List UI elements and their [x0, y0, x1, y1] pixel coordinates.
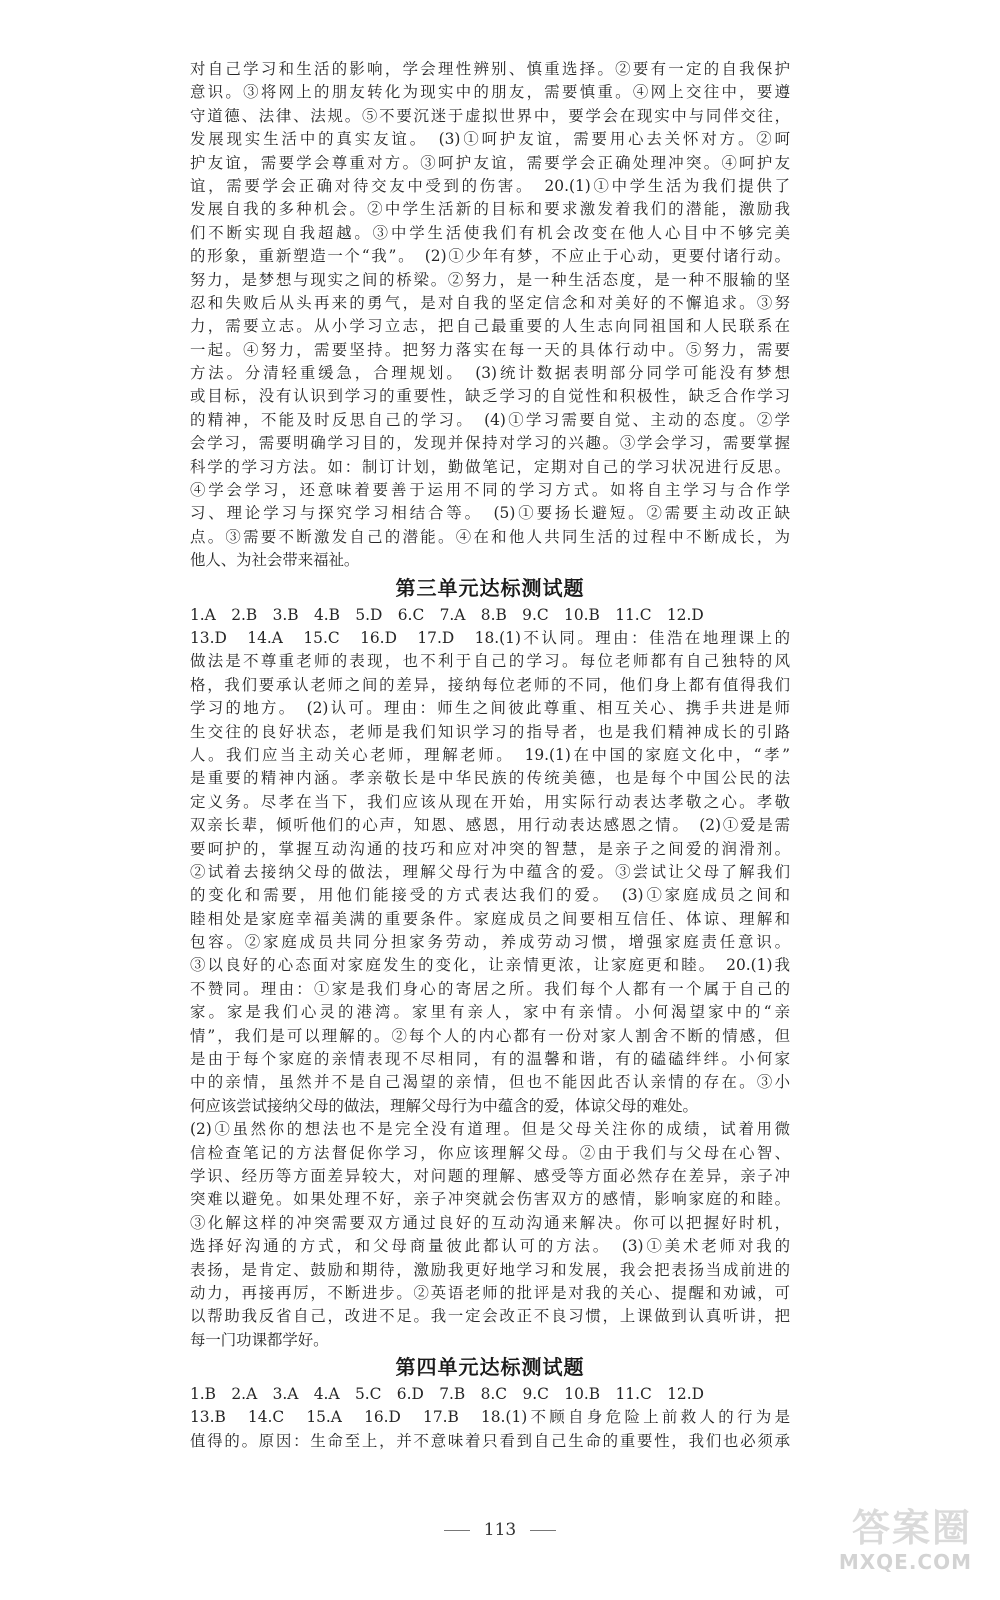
text-line: 13.B 14.C 15.A 16.D 17.B 18.(1)不顾自身危险上前救人的行为是 [190, 1408, 790, 1427]
text-line: 的形象，重新塑造一个“我”。 (2)①少年有梦，不应止于心动，更要付诸行动。 [190, 247, 790, 266]
text-line: 1.B 2.A 3.A 4.A 5.C 6.D 7.B 8.C 9.C 10.B 11.C 12.D [190, 1385, 704, 1404]
text-line: 信检查笔记的方法督促你学习，你应该理解父母。②由于我们与父母在心智、 [190, 1143, 790, 1162]
text-line: 家。家是我们心灵的港湾。家里有亲人，家中有亲情。小何渴望家中的“亲 [190, 1003, 790, 1022]
text-line: 睦相处是家庭幸福美满的重要条件。家庭成员之间要相互信任、体谅、理解和 [190, 909, 790, 928]
text-line: 对自己学习和生活的影响，学会理性辨别、慎重选择。②要有一定的自我保护 [190, 60, 790, 78]
text-line: 会学习，需要明确学习目的，发现并保持对学习的兴趣。③学会学习，需要掌握 [190, 434, 790, 453]
text-line: 双亲长辈，倾听他们的心声，知恩、感恩，用行动表达感恩之情。 (2)①爱是需 [190, 816, 790, 835]
text-line: 习、理论学习与探究学习相结合等。 (5)①要扬长避短。②需要主动改正缺 [190, 504, 790, 523]
text-line: 忍和失败后从头再来的勇气，是对自我的坚定信念和对美好的不懈追求。③努 [190, 293, 790, 312]
text-line: ③化解这样的冲突需要双方通过良好的互动沟通来解决。你可以把握好时机， [190, 1213, 790, 1232]
watermark-title: 答案圈 [851, 1506, 972, 1550]
text-line: (2)①虽然你的想法也不是完全没有道理。但是父母关注你的成绩，试着用微 [190, 1120, 790, 1139]
text-line: 13.D 14.A 15.C 16.D 17.D 18.(1)不认同。理由：佳浩在地理课上的 [190, 628, 790, 647]
text-line: 选择好沟通的方式，和父母商量彼此都认可的方法。 (3)①美术老师对我的 [190, 1237, 790, 1256]
text-line: 是重要的精神内涵。孝亲敬长是中华民族的传统美德，也是每个中国公民的法 [190, 769, 790, 788]
text-line: 格，我们要承认老师之间的差异，接纳每位老师的不同，他们身上都有值得我们 [190, 675, 790, 694]
text-line: 发展现实生活中的真实友谊。 (3)①呵护友谊，需要用心去关怀对方。②呵 [190, 130, 790, 149]
text-line: 定义务。尽孝在当下，我们应该从现在开始，用实际行动表达孝敬之心。孝敬 [190, 792, 790, 811]
text-line: 生交往的良好状态，老师是我们知识学习的指导者，也是我们精神成长的引路 [190, 722, 790, 741]
text-line: 方法。分清轻重缓急，合理规划。 (3)统计数据表明部分同学可能没有梦想 [190, 364, 790, 383]
text-line: 的精神，不能及时反思自己的学习。 (4)①学习需要自觉、主动的态度。②学 [190, 410, 790, 429]
text-line: 值得的。原因：生命至上，并不意味着只看到自己生命的重要性，我们也必须承 [190, 1431, 790, 1450]
text-line: 努力，是梦想与现实之间的桥梁。②努力，是一种生活态度，是一种不服输的坚 [190, 270, 790, 289]
text-line: ②试着去接纳父母的做法，理解父母行为中蕴含的爱。③尝试让父母了解我们 [190, 862, 790, 881]
answer-block-unit2-continued [190, 58, 790, 573]
text-line: 情”，我们是可以理解的。②每个人的内心都有一份对家人割舍不断的情感，但 [190, 1026, 790, 1045]
unit3-heading: 第三单元达标测试题 [395, 575, 585, 600]
text-line: 点。③需要不断激发自己的潜能。④在和他人共同生活的过程中不断成长，为 [190, 527, 790, 546]
text-line: 发展自我的多种机会。②中学生活新的目标和要求激发着我们的潜能，激励我 [190, 200, 790, 219]
text-line: 每一门功课都学好。 [190, 1330, 329, 1349]
page-number: 113 [483, 1520, 517, 1540]
text-line: 科学的学习方法。如：制订计划，勤做笔记，定期对自己的学习状况进行反思。 [190, 457, 790, 476]
answer-block-unit3 [190, 604, 790, 1353]
footer-dash-left [444, 1530, 470, 1531]
unit4-heading: 第四单元达标测试题 [395, 1355, 585, 1380]
text-line: 做法是不尊重老师的表现，也不利于自己的学习。每位老师都有自己独特的风 [190, 652, 790, 671]
text-line: 以帮助我反省自己，改进不足。我一定会改正不良习惯，上课做到认真听讲，把 [190, 1307, 790, 1326]
text-line: 们不断实现自我超越。③中学生活使我们有机会改变在他人心目中不够完美 [190, 223, 790, 242]
text-line: 谊，需要学会正确对待交友中受到的伤害。 20.(1)①中学生活为我们提供了 [190, 176, 790, 195]
text-line: 一起。④努力，需要坚持。把努力落实在每一天的具体行动中。⑤努力，需要 [190, 340, 790, 359]
text-line: 表扬，是肯定、鼓励和期待，激励我更好地学习和发展，我会把表扬当成前进的 [190, 1260, 790, 1279]
text-line: 意识。③将网上的朋友转化为现实中的朋友，需要慎重。④网上交往中，要遵 [190, 83, 790, 102]
answer-block-unit4 [190, 1383, 790, 1453]
text-line: ③以良好的心态面对家庭发生的变化，让亲情更浓，让家庭更和睦。 20.(1)我 [190, 956, 790, 975]
text-line: 他人、为社会带来福祉。 [190, 551, 360, 570]
answer-page [190, 58, 790, 1453]
text-line: 力，需要立志。从小学习立志，把自己最重要的人生志向同祖国和人民联系在 [190, 317, 790, 336]
text-line: 学习的地方。 (2)认可。理由：师生之间彼此尊重、相互关心、携手共进是师 [190, 699, 790, 718]
watermark-logo [800, 1506, 980, 1586]
text-line: 的变化和需要，用他们能接受的方式表达我们的爱。 (3)①家庭成员之间和 [190, 886, 790, 905]
text-line: 中的亲情，虽然并不是自己渴望的亲情，但也不能因此否认亲情的存在。③小 [190, 1073, 790, 1092]
text-line: 或目标，没有认识到学习的重要性，缺乏学习的自觉性和积极性，缺乏合作学习 [190, 387, 790, 406]
text-line: 守道德、法律、法规。⑤不要沉迷于虚拟世界中，要学会在现实中与同伴交往， [190, 106, 790, 125]
text-line: 学识、经历等方面差异较大，对问题的理解、感受等方面必然存在差异，亲子冲 [190, 1166, 790, 1185]
text-line: 1.A 2.B 3.B 4.B 5.D 6.C 7.A 8.B 9.C 10.B 11.C 12.D [190, 605, 704, 624]
watermark-url: MXQE.COM [838, 1550, 972, 1574]
text-line: 包容。②家庭成员共同分担家务劳动，养成劳动习惯，增强家庭责任意识。 [190, 933, 790, 952]
text-line: 何应该尝试接纳父母的做法，理解父母行为中蕴含的爱，体谅父母的难处。 [190, 1096, 698, 1115]
text-line: ④学会学习，还意味着要善于运用不同的学习方式。如将自主学习与合作学 [190, 481, 790, 500]
text-line: 突难以避免。如果处理不好，亲子冲突就会伤害双方的感情，影响家庭的和睦。 [190, 1190, 790, 1209]
text-line: 要呵护的，掌握互动沟通的技巧和应对冲突的智慧，是亲子之间爱的润滑剂。 [190, 839, 790, 858]
text-line: 是由于每个家庭的亲情表现不尽相同，有的温馨和谐，有的磕磕绊绊。小何家 [190, 1050, 790, 1069]
text-line: 人。我们应当主动关心老师，理解老师。 19.(1)在中国的家庭文化中，“孝” [190, 745, 790, 764]
text-line: 护友谊，需要学会尊重对方。③呵护友谊，需要学会正确处理冲突。④呵护友 [190, 153, 790, 172]
text-line: 动力，再接再厉，不断进步。②英语老师的批评是对我的关心、提醒和劝诫，可 [190, 1283, 790, 1302]
footer-dash-right [530, 1530, 556, 1531]
text-line: 不赞同。理由：①家是我们身心的寄居之所。我们每个人都有一个属于自己的 [190, 979, 790, 998]
